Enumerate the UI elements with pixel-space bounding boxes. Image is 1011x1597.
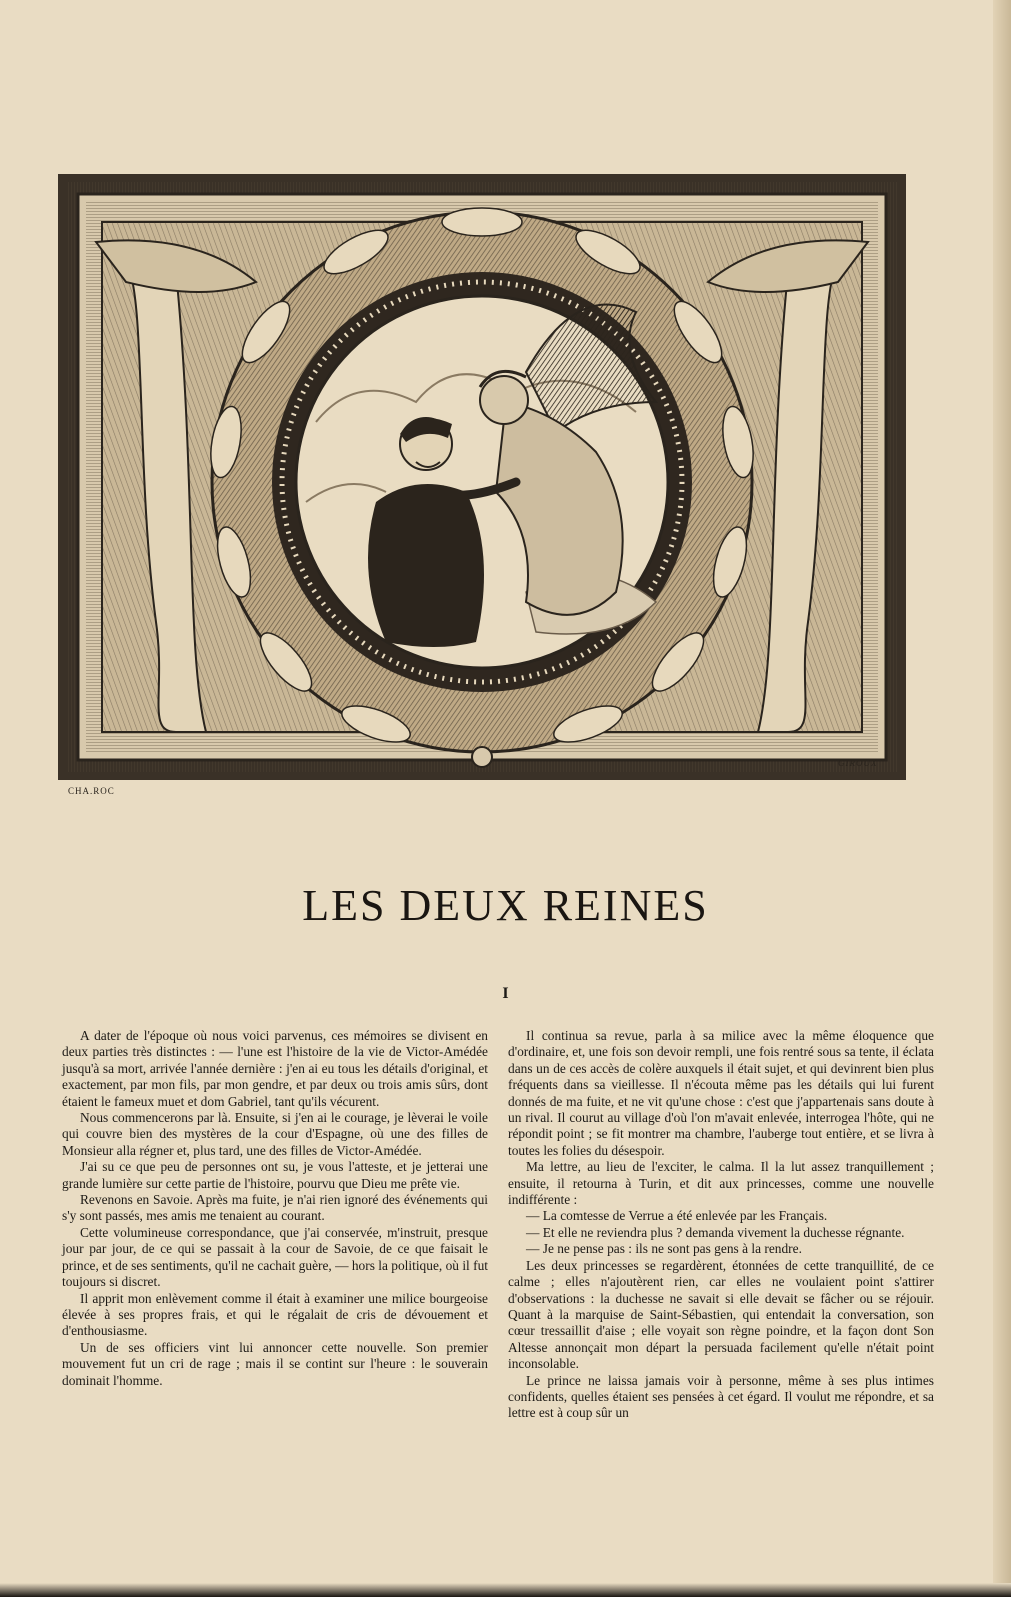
paragraph: Il continua sa revue, parla à sa milice avec la même éloquence que d'ordinaire, et, une fois son devoir rempli, une fois rentré sous sa tente, il éclata dans un de ces accès de colère auxquels il était sujet, et qui devinrent bien plus fréquents dans sa vieillesse. Il n'écouta même pas les détails qui lui furent donnés de ma fuite, et ne vit qu'une chose : c'est que j'appartenais sans doute à un rival. Il courut au village d'où l'on m'avait enlevée, interrogea l'hôte, qui ne répondit point ; se fit montrer ma chambre, l'auberge tout entière, et se livra à toutes les folies du désespoir.	[508, 1028, 934, 1158]
text-column-right	[508, 1028, 934, 1422]
engraver-credit-right: GIROUX	[838, 758, 878, 768]
chapter-number: I	[502, 985, 509, 1002]
paragraph: Le prince ne laissa jamais voir à personne, même à ses plus intimes confidents, quelles étaient ses pensées à cet égard. Il voulut me répondre, et sa lettre est à coup sûr un	[508, 1372, 934, 1421]
paragraph: — La comtesse de Verrue a été enlevée par les Français.	[526, 1208, 828, 1224]
page-title: LES DEUX REINES	[302, 881, 709, 930]
paragraph: Revenons en Savoie. Après ma fuite, je n'ai rien ignoré des événements qui s'y sont passés, mes amis me tenaient au courant.	[62, 1192, 488, 1224]
paragraph: A dater de l'époque où nous voici parvenus, ces mémoires se divisent en deux parties très distinctes : — l'une est l'histoire de la vie de Victor-Amédée jusqu'à sa mort, arrivée l'année dernière : j'en ai eu tous les détails d'original, et exactement, par mon fils, par mon gendre, et par deux ou trois amis sûrs, dont étaient le fameux muet et dom Gabriel, tant qu'ils vécurent.	[62, 1028, 488, 1109]
paragraph: Un de ses officiers vint lui annoncer cette nouvelle. Son premier mouvement fut un cri de rage ; mais il se contint sur l'heure : le souverain dominait l'homme.	[62, 1339, 488, 1388]
engraving-illustration	[56, 172, 908, 784]
paragraph: — Et elle ne reviendra plus ? demanda vivement la duchesse régnante.	[526, 1224, 905, 1240]
paragraph: Ma lettre, au lieu de l'exciter, le calma. Il la lut assez tranquillement ; ensuite, il retourna à Turin, et dit aux princesses, comme une nouvelle indifférente :	[508, 1159, 934, 1208]
page-bottom-edge	[0, 1583, 1011, 1597]
paragraph: — Je ne pense pas : ils ne sont pas gens à la rendre.	[526, 1241, 802, 1257]
paragraph: Les deux princesses se regardèrent, étonnées de cette tranquillité, de ce calme ; elles n'ajoutèrent rien, car elles ne voulaient point s'attirer d'observations : la duchesse ne savait si elle devait se fâcher ou se réjouir. Quant à la marquise de Saint-Sébastien, qui entendait la conversation, son cœur tressaillit d'aise ; elle voyait son règne poindre, et la façon dont Son Altesse annonçait mon départ la persuada facilement qu'elle n'était point inconsolable.	[508, 1257, 934, 1372]
paragraph: Cette volumineuse correspondance, que j'ai conservée, m'instruit, presque jour par jour, de ce qui se passait à la cour de Savoie, de ce que faisait le prince, et de ses sentiments, qu'il ne cachait guère, — hors la politique, où il fut toujours si discret.	[62, 1224, 488, 1290]
paragraph: Il apprit mon enlèvement comme il était à examiner une milice bourgeoise élevée à ses propres frais, et qui le régalait de cris de dévouement et d'enthousiasme.	[62, 1290, 488, 1339]
engraver-credit-left: CHA.ROC	[68, 786, 115, 796]
paragraph: Nous commencerons par là. Ensuite, si j'en ai le courage, je lèverai le voile qui couvre bien des mystères de la cour d'Espagne, où une des filles de Monsieur alla régner et, plus tard, une des filles de Victor-Amédée.	[62, 1110, 488, 1158]
paragraph: J'ai su ce que peu de personnes ont su, je vous l'atteste, et je jetterai une grande lumière sur cette partie de l'histoire, pourvu que Dieu me prête vie.	[62, 1159, 488, 1191]
text-column-left	[62, 1028, 488, 1389]
page-edge-shadow	[993, 0, 1011, 1597]
